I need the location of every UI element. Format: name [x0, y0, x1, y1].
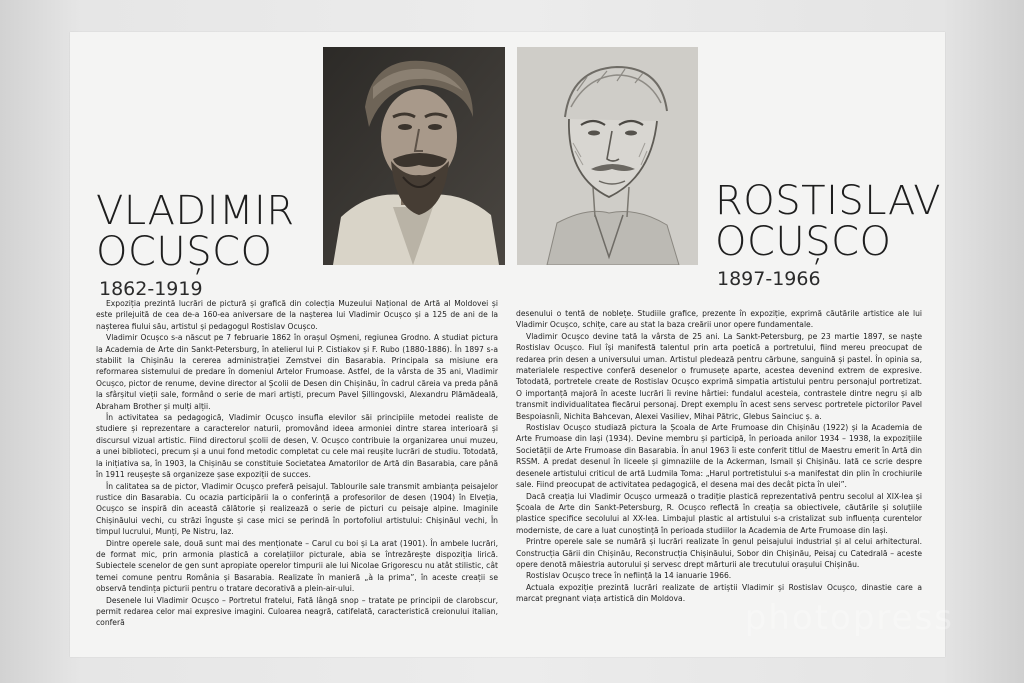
paragraph: Desenele lui Vladimir Ocușco – Portretul fratelui, Fată lângă snop – tratate pe principii de clarobscur, permit redarea celor mai expresive imagini. Culoarea neagră, catifelată, caracteristică creionului italian, conferă: [96, 595, 498, 628]
rostislav-last-name: OCUȘCO: [715, 219, 892, 265]
vladimir-first-name: VLADIMIR: [96, 188, 295, 234]
watermark: photopress: [744, 598, 954, 638]
right-text-column: [516, 308, 922, 605]
paragraph: În activitatea sa pedagogică, Vladimir Ocușco insufla elevilor săi principiile metodei realiste de studiere și reprezentare a caracterelor naturii, promovând ideea armoniei dintre starea interioară și discursul vizual artistic. Fiind directorul școlii de desen, V. Ocușco contribuie la organizarea unui muzeu, a unei biblioteci, precum și a unui fond metodic completat cu cele mai reușite lucrări de studiu. Totodată, la inițiativa sa, în 1903, la Chișinău se constituie Societatea Amatorilor de Artă din Basarabia, care până în 1911 reușește să organizeze șase expoziții de succes.: [96, 413, 498, 480]
rostislav-portrait-drawing: [517, 47, 698, 265]
paragraph: Actuala expoziție prezintă lucrări realizate de artiștii Vladimir și Rostislav Ocușco, dinastie care a marcat pregnant viața artistică din Moldova.: [516, 582, 922, 604]
paragraph: Dintre operele sale, două sunt mai des menționate – Carul cu boi și La arat (1901). În ambele lucrări, de format mic, prin armonia plastică a corelațiilor picturale, abia se întrezărește dispoziția lirică. Subiectele scenelor de gen sunt apropiate operelor timpurii ale lui Nicolae Grigorescu nu atât stilistic, cât temei comune pentru România și Basarabia. Realizate în manieră „à la prima”, în aceste creații se observă tendința picturii pentru o tratare decorativă a plein-air-ului.: [96, 538, 498, 594]
paragraph: Vladimir Ocușco s-a născut pe 7 februarie 1862 în orașul Oșmeni, regiunea Grodno. A studiat pictura la Academia de Arte din Sankt-Petersburg, în atelierul lui P. Cistiakov și F. Rubo (1880-1886). În 1897 s-a stabilit la Chișinău la cererea administrației Zemstvei din Basarabia. Principala sa misiune era reformarea sistemului de predare în domeniul Artelor Frumoase. Astfel, de la vârsta de 35 ani, Vladimir Ocușco, pictor de renume, devine director al Școlii de Desen din Chișinău, în cadrul căreia va preda până la sfârșitul vieții sale, formând o serie de mari artiști, precum Pavel Șillingovski, Alexandru Plămădeală, Abraham Brother și mulți alții.: [96, 333, 498, 411]
left-text-column: [96, 298, 498, 629]
paragraph: Printre operele sale se numără și lucrări realizate în genul peisajului industrial și al celui arhitectural. Construcția Gării din Chișinău, Reconstrucția Chișinăului, Sobor din Chișinău, Peisaj cu Catedrală – aceste opere denotă măiestria autorului și servesc drept mărturii ale trecutului orașului Chișinău.: [516, 537, 922, 569]
paragraph: Vladimir Ocușco devine tată la vârsta de 25 ani. La Sankt-Petersburg, pe 23 martie 1897, se naște Rostislav Ocușco. Fiul își manifestă talentul prin arta poetică a portretului, fiind mereu preocupat de redarea prin desen a universului uman. Artistul pledează pentru cărbune, sanguină și pastel. În opinia sa, materialele respective conferă desenelor o frumusețe aparte, acestea devenind extrem de expresive. Totodată, portretele create de Rostislav Ocușco exprimă simpatia artistului pentru personajul portretizat. O importanță majoră în aceste lucrări îi revine hârtiei: fundalul acesteia, contrastele dintre negru și alb transmit individualitatea fiecărui personaj. Drept exemplu în acest sens servesc portretele pictorilor Pavel Bespoiasnîi, Nichita Bahcevan, Alexei Vasiliev, Mihai Pătric, Glebus Sainciuc ș. a.: [516, 331, 922, 421]
paragraph: Expoziția prezintă lucrări de pictură și grafică din colecția Muzeului Național de Artă al Moldovei și este prilejuită de cea de-a 160-ea aniversare de la nașterea lui Vladimir Ocușco și a 125 de ani de la nașterea fiului său, artistul și pedagogul Rostislav Ocușco.: [96, 299, 498, 331]
vladimir-life-dates: 1862-1919: [99, 278, 203, 300]
paragraph: În calitatea sa de pictor, Vladimir Ocușco preferă peisajul. Tablourile sale transmit ambianța peisajelor rustice din Basarabia. Cu ocazia participării la o conferință a profesorilor de desen (1904) în Elveția, Ocușco se inspiră din această călătorie și realizează o serie de picturi cu peisaje alpine. Imaginile Chișinăului vechi, cu străzi înguste și case mici se perindă în portofoliul artistului: Chișinăul vechi, În timpul lucrului, Munți, Pe Nistru, Iaz.: [96, 481, 498, 537]
rostislav-life-dates: 1897-1966: [717, 268, 821, 290]
paragraph: Dacă creația lui Vladimir Ocușco urmează o tradiție plastică reprezentativă pentru secolul al XIX-lea și Școala de Arte din Sankt-Petersburg, R. Ocușco reflectă în creația sa obiectivele, căutările și soluțiile plastice specifice secolului al XX-lea. Limbajul plastic al artistului s-a cristalizat sub influența curentelor moderniste, de care a luat cunoștință în perioada studiilor la Academia de Arte Frumoase din Iași.: [516, 491, 922, 535]
paragraph: Rostislav Ocușco studiază pictura la Școala de Arte Frumoase din Chișinău (1922) și la Academia de Arte Frumoase din Iași (1934). Devine membru și participă, în perioada anilor 1934 – 1938, la expozițiile Societății de Arte Frumoase din Basarabia. În anul 1963 îi este conferit titlul de Maestru emerit în Artă din RSSM. A predat desenul în liceele și gimnaziile de la Ackerman, Ismail și Chișinău. Iată ce scrie despre desenele artistului criticul de artă Ludmila Toma: „Harul portretistului s-a manifestat din plin în crochiurile sale. Fiind preocupat de activitatea pedagogică, el desena mai des decât picta în ulei”.: [516, 423, 922, 490]
paragraph: desenului o tentă de noblețe. Studiile grafice, prezente în expoziție, exprimă căutările artistice ale lui Vladimir Ocușco, schițe, care au stat la baza creării unor opere fundamentale.: [516, 309, 922, 330]
paragraph: Rostislav Ocușco trece în neființă la 14 ianuarie 1966.: [526, 571, 732, 581]
vladimir-portrait-photo: [323, 47, 505, 265]
vladimir-last-name: OCUȘCO: [96, 229, 273, 275]
rostislav-first-name: ROSTISLAV: [715, 178, 942, 224]
